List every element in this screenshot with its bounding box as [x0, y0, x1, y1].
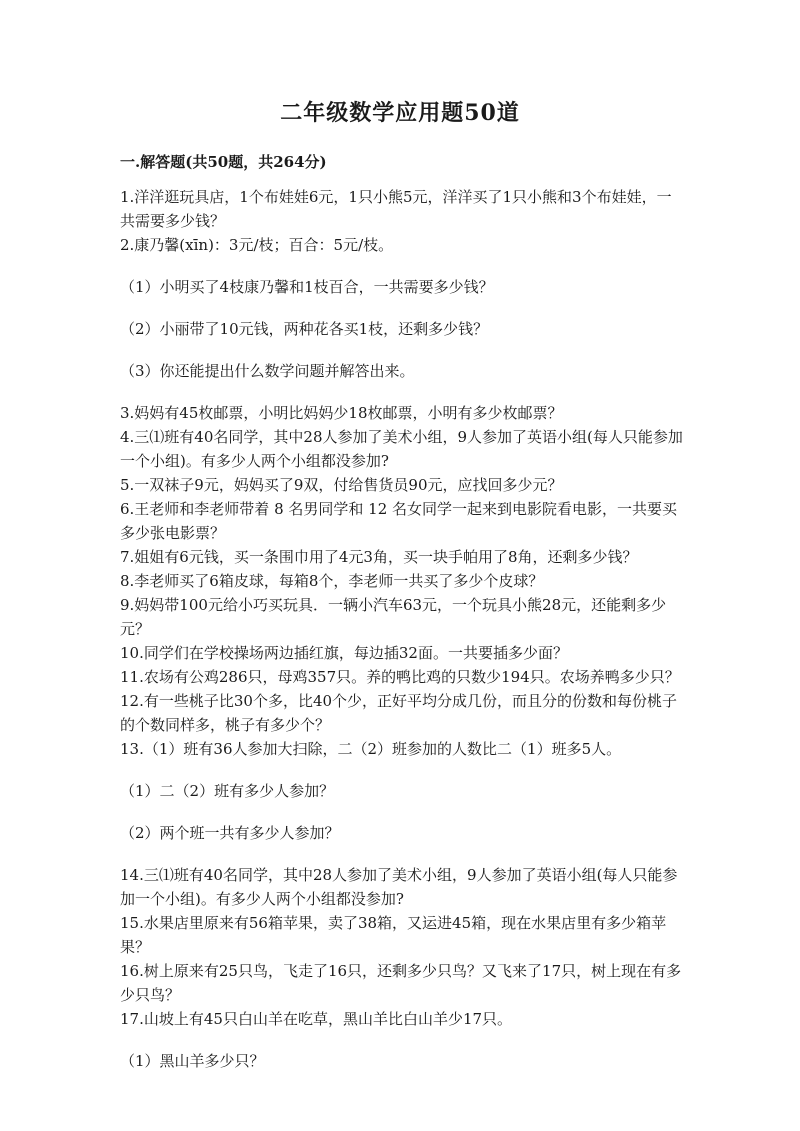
question-9: 9.妈妈带100元给小巧买玩具．一辆小汽车63元，一个玩具小熊28元，还能剩多少元？: [120, 596, 667, 638]
question-13: 13.（1）班有36人参加大扫除，二（2）班参加的人数比二（1）班多5人。: [120, 740, 622, 758]
question-16: 16.树上原来有25只鸟，飞走了16只，还剩多少只鸟？又飞来了17只，树上现在有多少只鸟？: [120, 962, 682, 1004]
question-2-part-1: （1）小明买了4枝康乃馨和1枝百合，一共需要多少钱？: [120, 278, 494, 296]
question-10: 10.同学们在学校操场两边插红旗，每边插32面。一共要插多少面？: [120, 644, 568, 662]
question-15: 15.水果店里原来有56箱苹果，卖了38箱，又运进45箱，现在水果店里有多少箱苹果？: [120, 914, 667, 956]
question-13-part-1: （1）二（2）班有多少人参加？: [120, 782, 335, 800]
question-3: 3.妈妈有45枚邮票，小明比妈妈少18枚邮票，小明有多少枚邮票？: [120, 404, 563, 422]
question-12: 12.有一些桃子比30个多，比40个少，正好平均分成几份，而且分的份数和每份桃子的个数同样多，桃子有多少个？: [120, 692, 678, 734]
question-7: 7.姐姐有6元钱，买一条围巾用了4元3角，买一块手帕用了8角，还剩多少钱？: [120, 548, 638, 566]
question-5: 5.一双袜子9元，妈妈买了9双，付给售货员90元，应找回多少元？: [120, 476, 563, 494]
question-2: 2.康乃馨(xīn)：3元/枝；百合：5元/枝。: [120, 236, 394, 254]
question-2-part-2: （2）小丽带了10元钱，两种花各买1枝，还剩多少钱？: [120, 320, 489, 338]
question-4: 4.三⑴班有40名同学，其中28人参加了美术小组，9人参加了英语小组(每人只能参加一个小组)。有多少人两个小组都没参加?: [120, 428, 683, 470]
question-17-part-1: （1）黑山羊多少只？: [120, 1052, 265, 1070]
question-13-part-2: （2）两个班一共有多少人参加？: [120, 824, 340, 842]
question-6: 6.王老师和李老师带着 8 名男同学和 12 名女同学一起来到电影院看电影，一共要买多少张电影票？: [120, 500, 678, 542]
question-1: 1.洋洋逛玩具店，1个布娃娃6元，1只小熊5元，洋洋买了1只小熊和3个布娃娃，一共需要多少钱？: [120, 188, 672, 230]
question-11: 11.农场有公鸡286只，母鸡357只。养的鸭比鸡的只数少194只。农场养鸭多少只？: [120, 668, 680, 686]
page-title: 二年级数学应用题50道: [280, 100, 520, 126]
section-heading: 一.解答题(共50题，共264分): [120, 153, 327, 171]
question-2-part-3: （3）你还能提出什么数学问题并解答出来。: [120, 362, 415, 380]
question-14: 14.三⑴班有40名同学，其中28人参加了美术小组，9人参加了英语小组(每人只能参加一个小组)。有多少人两个小组都没参加?: [120, 866, 678, 908]
question-8: 8.李老师买了6箱皮球，每箱8个，李老师一共买了多少个皮球？: [120, 572, 544, 590]
question-list: [120, 185, 686, 1073]
question-17: 17.山坡上有45只白山羊在吃草，黑山羊比白山羊少17只。: [120, 1010, 513, 1028]
